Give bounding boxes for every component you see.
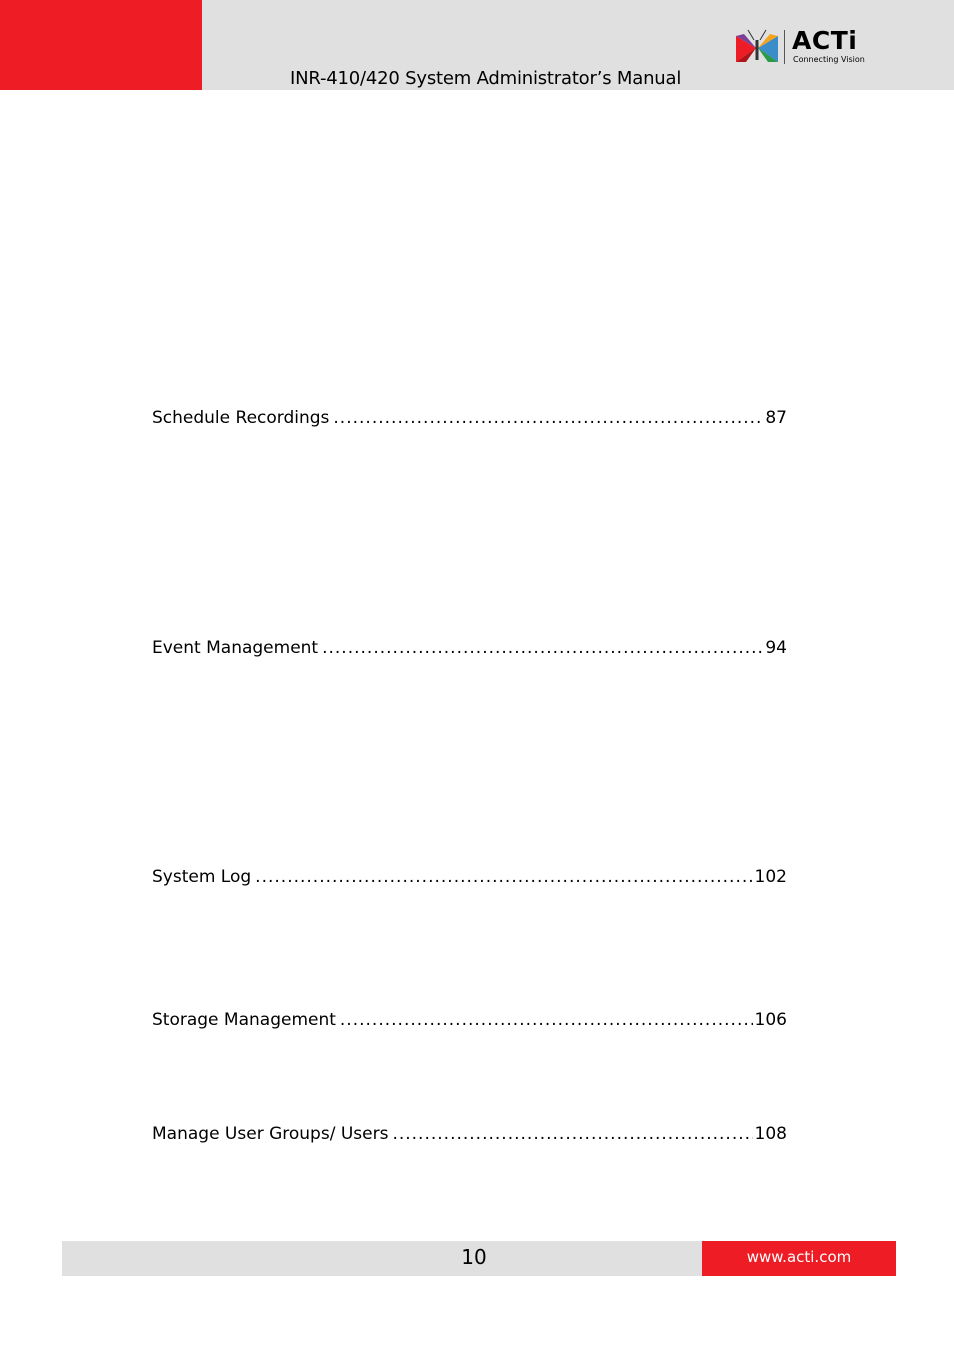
logo-divider bbox=[784, 30, 785, 64]
toc-entry[interactable] bbox=[152, 1008, 787, 1032]
toc-entry-page: 87 bbox=[765, 408, 787, 428]
header-red-block bbox=[0, 0, 202, 90]
toc-entry-label: Manage User Groups/ Users bbox=[152, 1124, 389, 1144]
document-title: INR-410/420 System Administrator’s Manual bbox=[290, 68, 682, 89]
toc-dot-leader bbox=[333, 406, 763, 430]
toc-entry[interactable] bbox=[152, 865, 787, 889]
toc-entry-page: 102 bbox=[754, 867, 787, 887]
page-number: 10 bbox=[461, 1245, 487, 1269]
toc-entry-label: Event Management bbox=[152, 638, 319, 658]
toc-entry[interactable] bbox=[152, 406, 787, 430]
toc-entry-label: System Log bbox=[152, 867, 252, 887]
toc-entry-page: 94 bbox=[765, 638, 787, 658]
butterfly-logo-icon bbox=[734, 28, 780, 66]
toc-dot-leader bbox=[322, 636, 763, 660]
toc-entry[interactable] bbox=[152, 636, 787, 660]
toc-entry[interactable] bbox=[152, 1122, 787, 1146]
acti-logo bbox=[734, 28, 874, 68]
logo-tagline: Connecting Vision bbox=[793, 55, 865, 64]
toc-entry-label: Schedule Recordings bbox=[152, 408, 330, 428]
logo-brand-text: ACTi bbox=[792, 26, 858, 55]
toc-entry-label: Storage Management bbox=[152, 1010, 336, 1030]
toc-dot-leader bbox=[255, 865, 752, 889]
toc-entry-page: 106 bbox=[754, 1010, 787, 1030]
toc-entry-page: 108 bbox=[754, 1124, 787, 1144]
toc-dot-leader bbox=[392, 1122, 752, 1146]
toc-dot-leader bbox=[340, 1008, 753, 1032]
website-link[interactable]: www.acti.com bbox=[746, 1248, 852, 1266]
